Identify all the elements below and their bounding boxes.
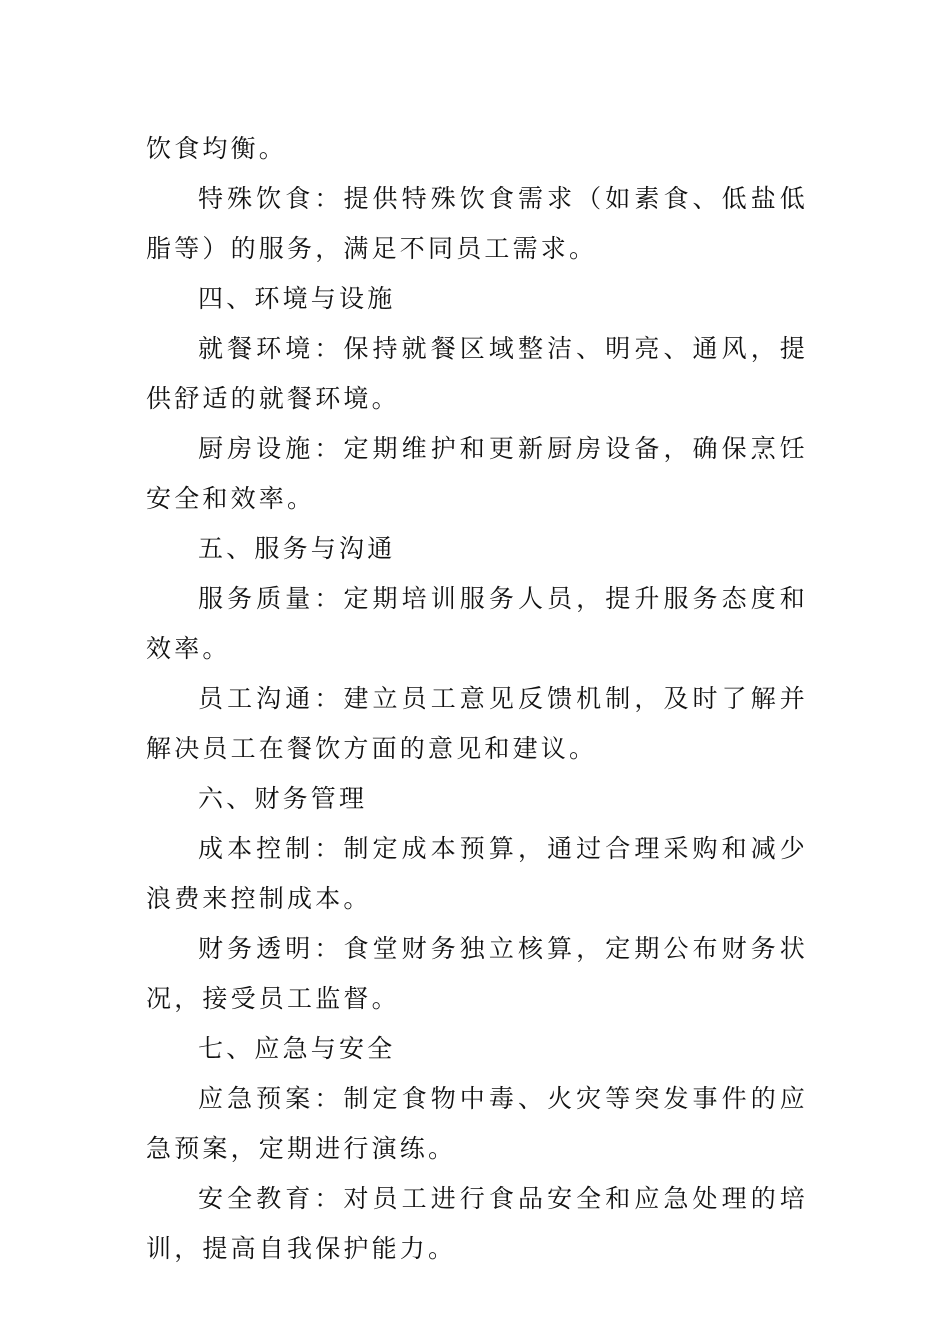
paragraph-dining-environment: 就餐环境：保持就餐区域整洁、明亮、通风，提供舒适的就餐环境。 [146,334,808,413]
paragraph-safety-education: 安全教育：对员工进行食品安全和应急处理的培训，提高自我保护能力。 [146,1184,808,1263]
section-heading-environment: 四、环境与设施 [198,284,396,313]
paragraph-continuation: 饮食均衡。 [146,134,288,163]
paragraph-emergency-plan: 应急预案：制定食物中毒、火灾等突发事件的应急预案，定期进行演练。 [146,1084,808,1163]
section-heading-emergency: 七、应急与安全 [198,1034,396,1063]
section-heading-finance: 六、财务管理 [198,784,368,813]
section-heading-service: 五、服务与沟通 [198,534,396,563]
paragraph-kitchen-facilities: 厨房设施：定期维护和更新厨房设备，确保烹饪安全和效率。 [146,434,808,513]
paragraph-special-diet: 特殊饮食：提供特殊饮食需求（如素食、低盐低脂等）的服务，满足不同员工需求。 [146,184,808,263]
paragraph-cost-control: 成本控制：制定成本预算，通过合理采购和减少浪费来控制成本。 [146,834,808,913]
paragraph-service-quality: 服务质量：定期培训服务人员，提升服务态度和效率。 [146,584,808,663]
document-body [146,124,808,1274]
paragraph-staff-communication: 员工沟通：建立员工意见反馈机制，及时了解并解决员工在餐饮方面的意见和建议。 [146,684,808,763]
paragraph-financial-transparency: 财务透明：食堂财务独立核算，定期公布财务状况，接受员工监督。 [146,934,808,1013]
